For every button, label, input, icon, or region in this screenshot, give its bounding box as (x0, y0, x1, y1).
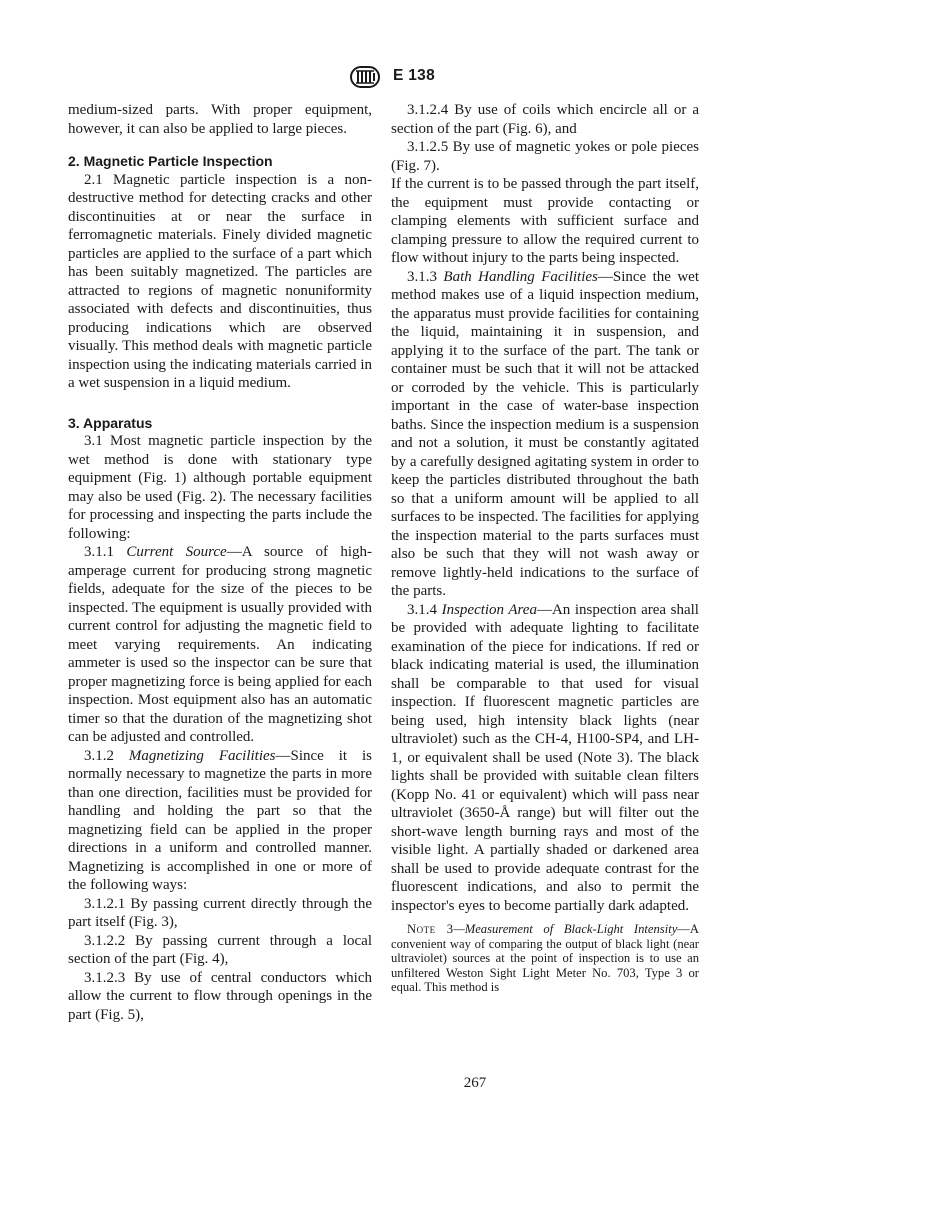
paragraph-3-1-1 (68, 543, 372, 747)
paragraph-3-1-3 (391, 268, 699, 601)
paragraph-current-contact: If the current is to be passed through the part itself, the equipment must provide contacting or clamping elements with sufficient surface and clamping pressure to allow the required current to flow without injury to the parts being inspected. (391, 176, 699, 266)
clause-number: 3.1.3 (407, 268, 437, 285)
page-number: 267 (463, 1075, 487, 1091)
paragraph-intro: medium-sized parts. With proper equipment, however, it can also be applied to large pieces. (68, 102, 372, 137)
paragraph-3-1-2-3: 3.1.2.3 By use of central conductors which allow the current to flow through openings in the part (Fig. 5), (68, 969, 372, 1023)
paragraph-2-1: 2.1 Magnetic particle inspection is a non-destructive method for detecting cracks and other discontinuities at or near the surface in ferromagnetic materials. Finely divided magnetic particles are applied to the surface of a part which has been suitably magnetized. The particles are attracted to regions of magnetic nonuniformity associated with defects and discontinuities, thus producing indications which are observed visually. This method deals with magnetic particle inspection using the indicating materials carried in a wet suspension in a liquid medium. (68, 171, 372, 391)
heading-section-2: 2. Magnetic Particle Inspection (68, 153, 273, 169)
clause-title: Inspection Area (441, 601, 537, 618)
astm-logo (350, 64, 380, 90)
paragraph-3-1-2-5: 3.1.2.5 By use of magnetic yokes or pole pieces (Fig. 7). (391, 139, 699, 174)
clause-body: —A source of high-amperage current for producing strong magnetic fields, adequate for the size of the pieces to be inspected. The equipment is usually provided with current control for adjusting the magnetic field to meet varying requirements. An indicating ammeter is used so the inspector can be sure that proper magnetizing force is being applied for each inspection. Most equipment also has an automatic timer so that the duration of the magnetizing shot can be adjusted and controlled. (68, 544, 372, 745)
paragraph-3-1-2 (68, 747, 372, 895)
paragraph-3-1-2-4: 3.1.2.4 By use of coils which encircle all or a section of the part (Fig. 6), and (391, 102, 699, 137)
clause-body: —Since it is normally necessary to magnetize the parts in more than one direction, facilities must be provided for handling and holding the part so that the magnetizing field can be applied in the proper directions in a uniform and controlled manner. Magnetizing is accomplished in one or more of the following ways: (68, 747, 373, 893)
clause-title: Magnetizing Facilities (128, 747, 276, 764)
clause-title: Bath Handling Facilities (443, 268, 598, 285)
right-column (391, 101, 699, 995)
paragraph-3-1-2-1: 3.1.2.1 By passing current directly through the part itself (Fig. 3), (68, 895, 372, 930)
clause-number: 3.1.2 (84, 747, 114, 764)
paragraph-3-1-2-2: 3.1.2.2 By passing current through a local section of the part (Fig. 4), (68, 932, 372, 967)
paragraph-3-1: 3.1 Most magnetic particle inspection by the wet method is done with stationary type equipment (Fig. 1) although portable equipment may also be used (Fig. 2). The necessary facilities for processing and inspecting the parts include the following: (68, 433, 372, 542)
note-3 (391, 922, 699, 995)
clause-title: Current Source (126, 544, 227, 560)
paragraph-3-1-4 (391, 601, 699, 916)
clause-body: —An inspection area shall be provided with adequate lighting to facilitate examination of the piece for indications. If red or black indicating material is used, the illumination shall be comparable to that used for visual inspection. If fluorescent magnetic particles are being used, high intensity black lights (near ultraviolet) such as the CH-4, H100-SP4, and LH-1, or equivalent shall be used (Note 3). The black lights shall be provided with suitable clean filters (Kopp No. 41 or equivalent) which will pass near ultraviolet (3650-Å range) but will filter out the short-wave length burning rays and most of the visible light. A partially shaded or darkened area shall be used to provide adequate contrast for the fluorescent indications, and also to permit the inspector's eyes to become partially dark adapted. (391, 601, 699, 914)
note-body: —A convenient way of comparing the output of black light (near ultraviolet) sources at the point of inspection is to use an unfiltered Weston Sight Light Meter No. 703, Type 3 or equal. This method is (391, 922, 699, 995)
standard-designation: E 138 (393, 67, 436, 84)
page-header (0, 64, 950, 94)
clause-number: 3.1.4 (407, 601, 437, 618)
clause-number: 3.1.1 (84, 544, 114, 560)
note-title: —Measurement of Black-Light Intensity (453, 922, 678, 936)
left-column (68, 101, 372, 1024)
clause-body: —Since the wet method makes use of a liquid inspection medium, the apparatus must provide facilities for containing the liquid, maintaining it in suspension, and applying it to the surface of the part. The tank or container must be such that it will not be attacked or corroded by the vehicle. This is particularly important in the case of water-base inspection baths. Since the inspection medium is a suspension and not a solution, it must be constantly agitated by a carefully designed agitating system in order to keep the particles distributed throughout the bath so that a uniform amount will be applied to all surfaces to be inspected. The facilities for applying the inspection material to the parts surfaces must also be such that they will not wash away or remove lightly-held indications to the surface of the parts. (391, 268, 699, 599)
heading-section-3: 3. Apparatus (68, 414, 153, 431)
note-label: Note 3 (407, 922, 454, 936)
